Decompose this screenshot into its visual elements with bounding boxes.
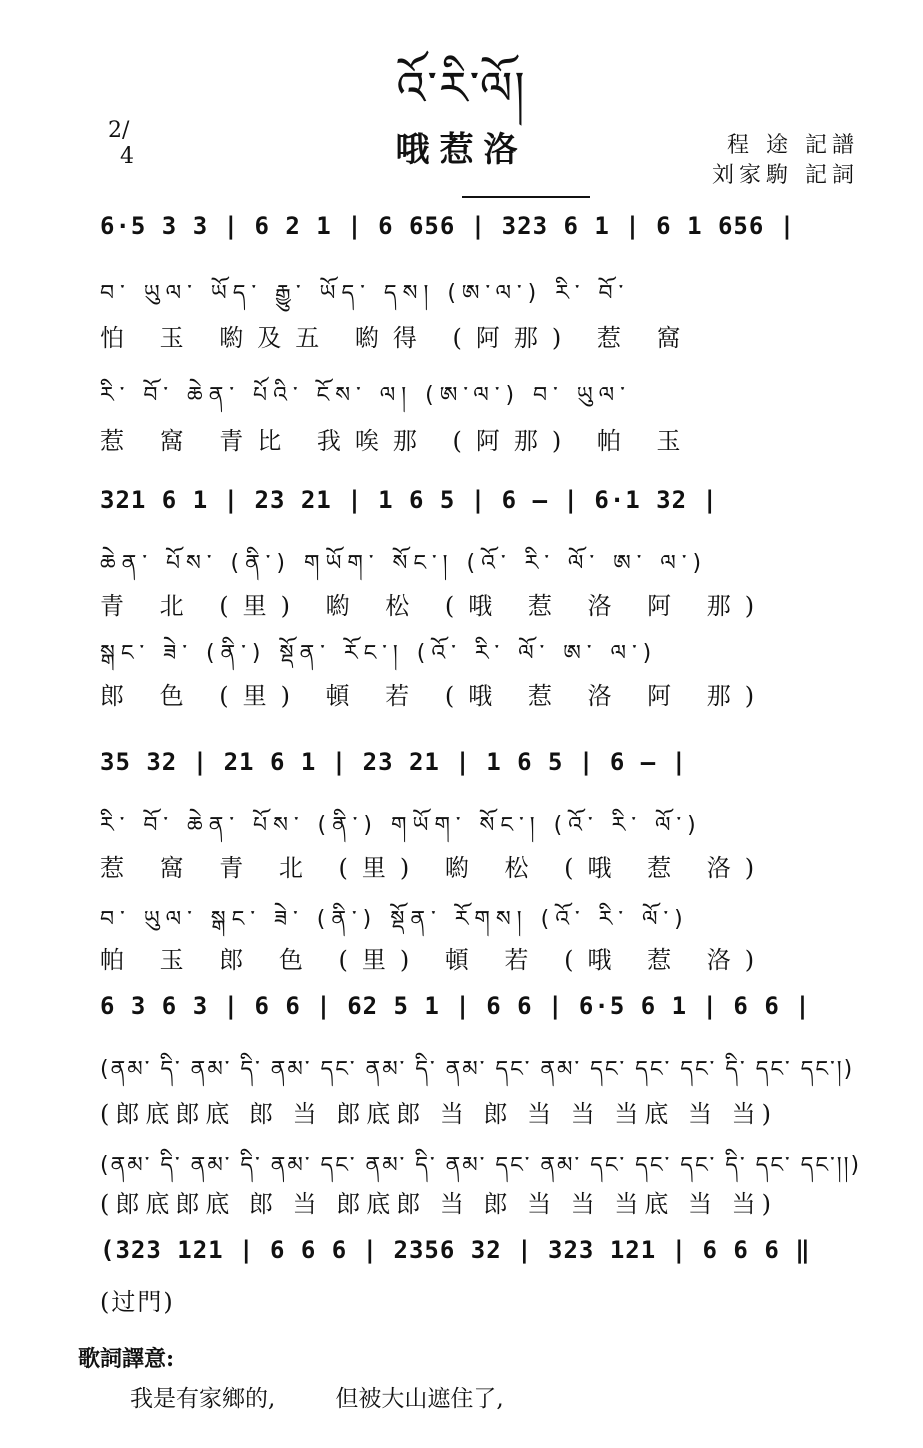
translation-phrase: 我是有家鄉的, bbox=[130, 1386, 276, 1412]
notation-line: 6·5 3 3 | 6 2 1 | 6 656 | 323 6 1 | 6 1 656 | bbox=[100, 212, 796, 240]
tibetan-lyric-line: རི་ བོ་ ཆེན་ པོས་ (ནི་) གཡོག་ སོང་། (འོ་ རི་ ལོ་) bbox=[100, 813, 702, 838]
chinese-lyric-line: 怕 玉 喲及五 喲得 (阿那) 惹 窩 bbox=[100, 324, 695, 352]
time-sig-numerator: 2 bbox=[108, 118, 122, 143]
translation-phrase: 但被大山遮住了, bbox=[335, 1386, 504, 1412]
song-title: 哦惹洛 bbox=[395, 130, 528, 170]
chinese-lyric-line: 青 北 (里) 喲 松 (哦 惹 洛 阿 那) bbox=[100, 592, 769, 620]
title-underline bbox=[462, 196, 590, 198]
chinese-lyric-line: 郎 色 (里) 頓 若 (哦 惹 洛 阿 那) bbox=[100, 682, 769, 710]
tibetan-title: འོ་རི་ལོ། bbox=[396, 61, 527, 115]
translation-heading: 歌詞譯意: bbox=[78, 1346, 175, 1372]
tibetan-lyric-line: སྒང་ ཟེ་ (ནི་) སྡོན་ རོང་། (འོ་ རི་ ལོ་ ཨ་ ལ་) bbox=[100, 641, 658, 666]
translation-text bbox=[130, 1380, 504, 1413]
chinese-lyric-line: 惹 窩 青 北 (里) 喲 松 (哦 惹 洛) bbox=[100, 854, 769, 882]
chinese-lyric-line: (郎底郎底 郎 当 郎底郎 当 郎 当 当 当底 当 当) bbox=[100, 1100, 778, 1128]
chinese-lyric-line: 帕 玉 郎 色 (里) 頓 若 (哦 惹 洛) bbox=[100, 946, 769, 974]
chinese-lyric-line: 惹 窩 青比 我唉那 (阿那) 帕 玉 bbox=[100, 427, 695, 455]
notation-line: (323 121 | 6 6 6 | 2356 32 | 323 121 | 6 6 6 ‖ bbox=[100, 1236, 811, 1264]
tibetan-lyric-line: རི་ བོ་ ཆེན་ པོའི་ ངོས་ ལ། (ཨ་ལ་) བ་ ཡུལ་ bbox=[100, 383, 631, 408]
credit-score: 程 途 記譜 bbox=[727, 133, 859, 158]
tibetan-lyric-line: (ནམ་ དི་ ནམ་ དི་ ནམ་ དང་ ནམ་ དི་ ནམ་ དང་ ནམ་ དང་ དང་ དང་ དི་ དང་ དང་།།) bbox=[100, 1153, 862, 1178]
notation-line: 35 32 | 21 6 1 | 23 21 | 1 6 5 | 6 — | bbox=[100, 748, 688, 776]
notation-line: 6 3 6 3 | 6 6 | 62 5 1 | 6 6 | 6·5 6 1 | 6 6 | bbox=[100, 992, 811, 1020]
tibetan-lyric-line: (ནམ་ དི་ ནམ་ དི་ ནམ་ དང་ ནམ་ དི་ ནམ་ དང་ ནམ་ དང་ དང་ དང་ དི་ དང་ དང་།) bbox=[100, 1057, 855, 1082]
tibetan-lyric-line: བ་ ཡུལ་ ཡོད་ རྒྱུ་ ཡོད་ དས། (ཨ་ལ་) རི་ བོ་ bbox=[100, 281, 630, 306]
tibetan-lyric-line: བ་ ཡུལ་ སྒང་ ཟེ་ (ནི་) སྡོན་ རོགས། (འོ་ རི་ ལོ་) bbox=[100, 907, 689, 932]
chinese-lyric-line: (郎底郎底 郎 当 郎底郎 当 郎 当 当 当底 当 当) bbox=[100, 1190, 778, 1218]
time-sig-denominator: 4 bbox=[120, 144, 134, 169]
interlude-label: (过門) bbox=[100, 1288, 175, 1316]
time-signature: 2/ 4 bbox=[108, 118, 134, 169]
credit-lyrics: 刘家駒 記詞 bbox=[712, 163, 859, 188]
notation-line: 321 6 1 | 23 21 | 1 6 5 | 6 — | 6·1 32 | bbox=[100, 486, 718, 514]
tibetan-lyric-line: ཆེན་ པོས་ (ནི་) གཡོག་ སོང་། (འོ་ རི་ ལོ་ ཨ་ ལ་) bbox=[100, 551, 708, 576]
